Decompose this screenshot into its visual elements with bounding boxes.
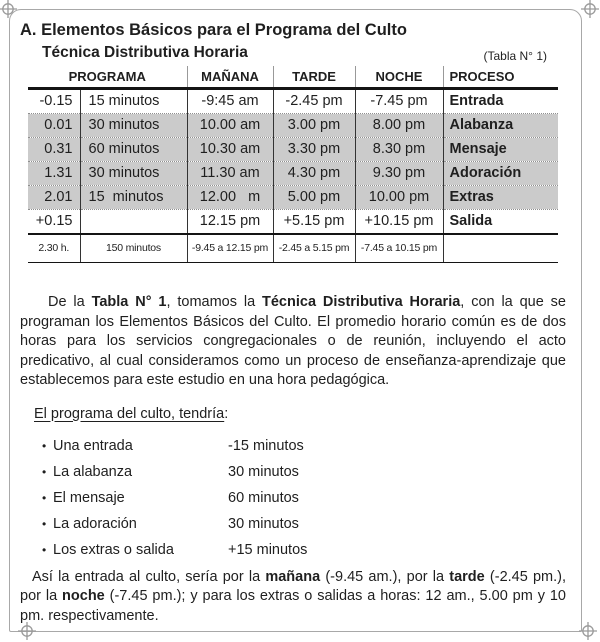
- cell-num: 2.01: [28, 186, 80, 210]
- paragraph-text: De la: [48, 294, 92, 310]
- cell-noche: 9.30 pm: [355, 162, 443, 186]
- list-item-value: -15 minutos: [228, 437, 304, 454]
- cell-num: 0.01: [28, 114, 80, 138]
- cell-noche: 8.30 pm: [355, 138, 443, 162]
- bullet-icon: •: [42, 464, 47, 479]
- cell-manana: 12.15 pm: [187, 210, 273, 235]
- cell-num: -0.15: [39, 93, 73, 109]
- list-item: [20, 511, 566, 537]
- bold-text: noche: [62, 588, 105, 604]
- list-item-value: +15 minutos: [228, 541, 308, 558]
- list-heading-colon: :: [224, 405, 229, 422]
- table-row-alabanza: [28, 114, 558, 138]
- cell-tarde: 3.30 pm: [273, 138, 355, 162]
- cell-num: 0.31: [28, 138, 80, 162]
- paragraph-closing: [20, 568, 566, 627]
- table-row-adoracion: [28, 162, 558, 186]
- list-item-label: La adoración: [53, 515, 137, 532]
- table-row-salida: [28, 210, 558, 235]
- column-header-tarde: TARDE: [273, 66, 355, 89]
- bullet-icon: •: [42, 516, 47, 531]
- cell-dur: 30 minutos: [80, 162, 187, 186]
- paragraph-text: (-2.45 pm.), por la: [20, 568, 566, 604]
- cell-proceso: Entrada: [443, 89, 558, 114]
- summary-total-minutes: 150 minutos: [80, 234, 187, 263]
- cell-dur: 15 minutos: [80, 186, 187, 210]
- paragraph-text: , con la que se programan los Elementos Básicos del Culto. El promedio horario común es de dos horas para los servicios congregacionales o de reunión, incluyendo el acto predicativo, al cual consideramos como un proceso de enseñanza-aprendizaje que establecemos para este estudio en una hora pedagógica.: [20, 294, 566, 388]
- summary-total-hours: 2.30 h.: [28, 234, 80, 263]
- cell-dur: 15 minutos: [80, 89, 187, 114]
- cell-noche: -7.45 pm: [355, 89, 443, 114]
- table-row-extras: [28, 186, 558, 210]
- paragraph-text: , tomamos la: [166, 294, 263, 310]
- registration-mark-icon: [579, 622, 597, 640]
- bullet-icon: •: [42, 542, 47, 557]
- cell-dur: 30 minutos: [80, 114, 187, 138]
- section-title: A. Elementos Básicos para el Programa del Culto: [20, 21, 407, 39]
- table-title-row: [20, 43, 566, 63]
- cell-tarde: 5.00 pm: [273, 186, 355, 210]
- program-list: [20, 433, 566, 563]
- cell-tarde: 3.00 pm: [273, 114, 355, 138]
- summary-tarde-range: -2.45 a 5.15 pm: [273, 234, 355, 263]
- list-heading-text: El programa del culto, tendría: [34, 405, 225, 422]
- list-item: [20, 433, 566, 459]
- list-heading: [34, 404, 566, 424]
- cell-tarde: 4.30 pm: [273, 162, 355, 186]
- list-item: [20, 459, 566, 485]
- cell-num: +0.15: [28, 210, 80, 235]
- cell-manana: 12.00 m: [187, 186, 273, 210]
- cell-manana: 10.00 am: [187, 114, 273, 138]
- paragraph-intro: [20, 293, 566, 391]
- bullet-icon: •: [42, 438, 47, 453]
- list-item: [20, 537, 566, 563]
- table-reference-label: (Tabla N° 1): [483, 49, 547, 63]
- page-content: [20, 20, 566, 626]
- cell-manana: 11.30 am: [187, 162, 273, 186]
- cell-proceso: Alabanza: [443, 114, 558, 138]
- bold-text: Técnica Distributiva Horaria: [262, 294, 461, 310]
- summary-noche-range: -7.45 a 10.15 pm: [355, 234, 443, 263]
- cell-proceso: Extras: [443, 186, 558, 210]
- bold-text: mañana: [265, 568, 321, 585]
- cell-noche: 10.00 pm: [355, 186, 443, 210]
- paragraph-text: (-7.45 pm.); y para los extras o salidas a horas: 12 am., 5.00 pm y 10 pm. respectivamente.: [20, 588, 566, 624]
- cell-proceso: Mensaje: [443, 138, 558, 162]
- cell-proceso: Salida: [443, 210, 558, 235]
- bold-text: tarde: [449, 568, 485, 585]
- cell-tarde: -2.45 pm: [273, 89, 355, 114]
- list-item-label: Los extras o salida: [53, 541, 174, 558]
- list-item-label: La alabanza: [53, 463, 133, 480]
- list-item-value: 30 minutos: [228, 515, 299, 532]
- table-summary-row: [28, 234, 558, 263]
- column-header-noche: NOCHE: [355, 66, 443, 89]
- cell-num: 1.31: [28, 162, 80, 186]
- cell-manana: 10.30 am: [187, 138, 273, 162]
- cell-dur: [80, 210, 187, 235]
- paragraph-text: (-9.45 am.), por la: [320, 568, 450, 585]
- cell-manana: -9:45 am: [187, 89, 273, 114]
- cell-tarde: +5.15 pm: [273, 210, 355, 235]
- summary-manana-range: -9.45 a 12.15 pm: [187, 234, 273, 263]
- bold-text: Tabla N° 1: [91, 294, 167, 310]
- column-header-manana: MAÑANA: [187, 66, 273, 89]
- column-header-proceso: PROCESO: [443, 66, 558, 89]
- table-title: Técnica Distributiva Horaria: [42, 44, 248, 61]
- list-item: [20, 485, 566, 511]
- cell-dur: 60 minutos: [80, 138, 187, 162]
- column-header-programa: PROGRAMA: [28, 66, 187, 89]
- list-item-value: 30 minutos: [228, 463, 299, 480]
- summary-proceso-empty: [443, 234, 558, 263]
- cell-proceso: Adoración: [443, 162, 558, 186]
- bullet-icon: •: [42, 490, 47, 505]
- registration-mark-icon: [581, 0, 599, 18]
- paragraph-text: Así la entrada al culto, sería por la: [32, 568, 266, 585]
- cell-noche: 8.00 pm: [355, 114, 443, 138]
- schedule-table: [28, 66, 558, 263]
- registration-mark-icon: [0, 0, 17, 18]
- list-item-label: Una entrada: [53, 437, 133, 454]
- cell-noche: +10.15 pm: [355, 210, 443, 235]
- table-row-entrada: [28, 89, 558, 114]
- list-item-value: 60 minutos: [228, 489, 299, 506]
- table-header-row: [28, 66, 558, 89]
- table-row-mensaje: [28, 138, 558, 162]
- list-item-label: El mensaje: [53, 489, 125, 506]
